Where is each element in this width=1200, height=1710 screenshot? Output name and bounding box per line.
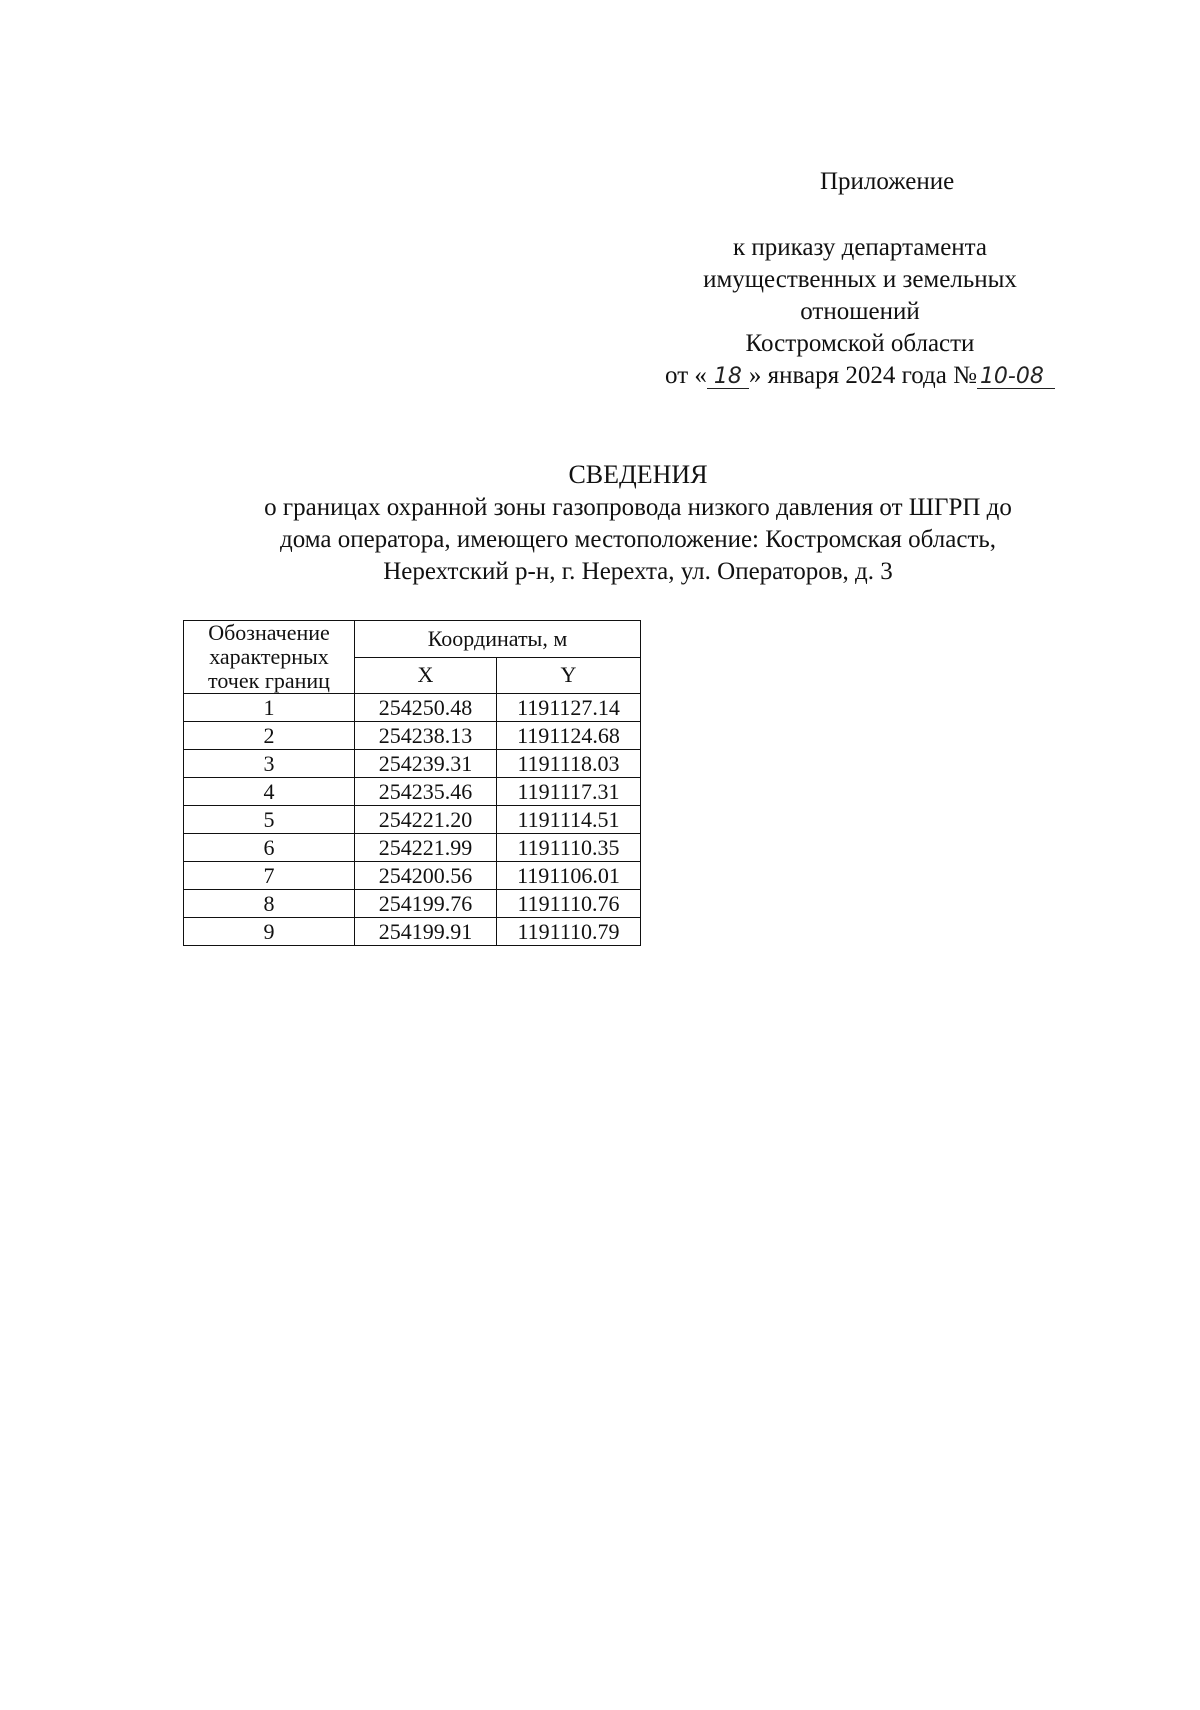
y-cell: 1191118.03: [497, 750, 641, 778]
y-cell: 1191124.68: [497, 722, 641, 750]
y-cell: 1191110.35: [497, 834, 641, 862]
table-row: [184, 694, 641, 722]
point-cell: 3: [184, 750, 355, 778]
point-cell: 2: [184, 722, 355, 750]
handwritten-order-number: 10-08: [977, 366, 1055, 389]
table-row: [184, 750, 641, 778]
table-body: [184, 694, 641, 946]
order-line: отношений: [800, 298, 920, 325]
table-row: [184, 834, 641, 862]
document-title-block: [0, 458, 1200, 588]
x-cell: 254221.99: [355, 834, 497, 862]
y-cell: 1191110.76: [497, 890, 641, 918]
point-cell: 6: [184, 834, 355, 862]
y-cell: 1191127.14: [497, 694, 641, 722]
x-cell: 254199.91: [355, 918, 497, 946]
table-row: [184, 722, 641, 750]
order-line: к приказу департамента: [732, 234, 988, 261]
coordinates-column-header: Координаты, м: [355, 621, 641, 658]
handwritten-day: 18: [707, 366, 749, 389]
y-cell: 1191117.31: [497, 778, 641, 806]
header-line: характерных: [209, 644, 329, 669]
header-line: Обозначение: [208, 620, 330, 645]
coordinates-table: [183, 620, 641, 946]
order-reference: [660, 232, 1060, 392]
x-cell: 254235.46: [355, 778, 497, 806]
document-title: СВЕДЕНИЯ: [568, 460, 708, 489]
header-line: точек границ: [208, 668, 330, 693]
point-cell: 5: [184, 806, 355, 834]
subtitle-line: Нерехтский р-н, г. Нерехта, ул. Операторов, д. 3: [383, 558, 893, 585]
x-column-header: X: [355, 657, 497, 694]
point-cell: 4: [184, 778, 355, 806]
point-cell: 1: [184, 694, 355, 722]
y-cell: 1191110.79: [497, 918, 641, 946]
date-middle: » января 2024 года №: [748, 362, 977, 389]
y-cell: 1191114.51: [497, 806, 641, 834]
table-row: [184, 918, 641, 946]
order-line: имущественных и земельных: [703, 266, 1017, 293]
table-row: [184, 778, 641, 806]
subtitle-line: о границах охранной зоны газопровода низкого давления от ШГРП до: [264, 494, 1012, 521]
point-column-header: [184, 621, 355, 694]
subtitle-line: дома оператора, имеющего местоположение: Костромская область,: [279, 526, 997, 553]
order-date-line: [660, 360, 1060, 392]
point-cell: 7: [184, 862, 355, 890]
document-subtitle: [0, 492, 1200, 588]
x-cell: 254221.20: [355, 806, 497, 834]
y-cell: 1191106.01: [497, 862, 641, 890]
x-cell: 254199.76: [355, 890, 497, 918]
x-cell: 254238.13: [355, 722, 497, 750]
table-row: [184, 806, 641, 834]
appendix-label: Приложение: [820, 168, 955, 195]
y-column-header: Y: [497, 657, 641, 694]
date-prefix: от «: [665, 362, 707, 389]
point-cell: 9: [184, 918, 355, 946]
table-row: [184, 890, 641, 918]
table-header-row: [184, 621, 641, 658]
x-cell: 254200.56: [355, 862, 497, 890]
x-cell: 254250.48: [355, 694, 497, 722]
table-row: [184, 862, 641, 890]
x-cell: 254239.31: [355, 750, 497, 778]
order-line: Костромской области: [745, 330, 975, 357]
point-cell: 8: [184, 890, 355, 918]
